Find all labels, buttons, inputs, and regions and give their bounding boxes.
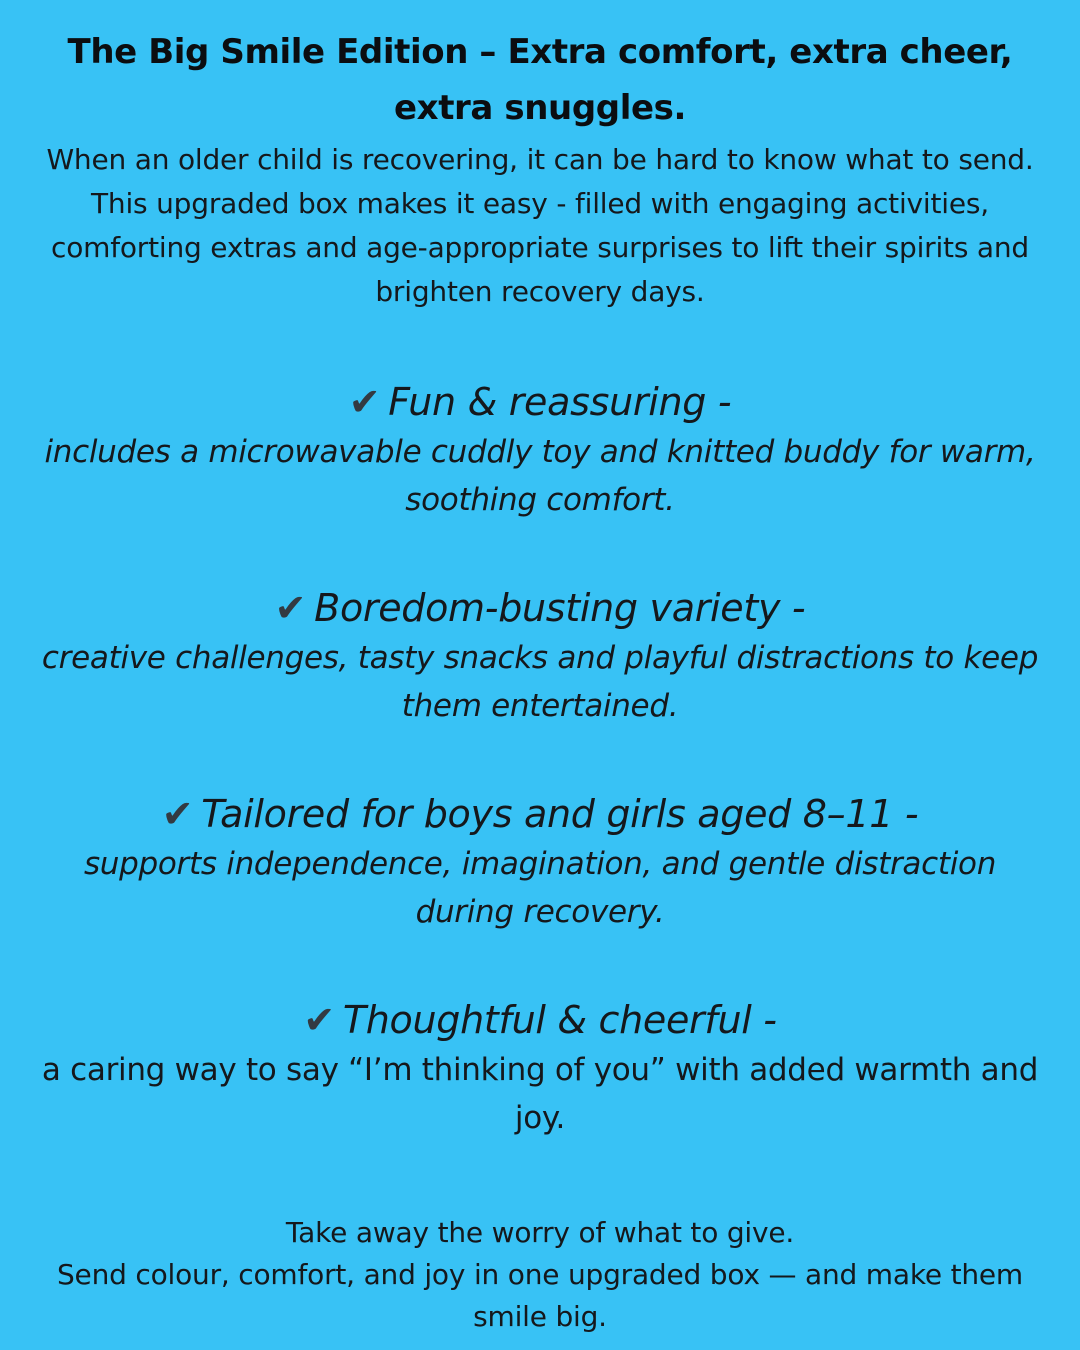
feature-description: supports independence, imagination, and gentle distraction during recovery. [83,846,997,930]
feature-thoughtful-cheerful [40,994,1040,1142]
feature-heading [40,376,1040,428]
feature-heading-text: Boredom-busting variety - [314,586,806,630]
closing-line-2: Send colour, comfort, and joy in one upgraded box — and make them smile big. [56,1258,1024,1333]
check-icon: ✔ [303,998,335,1042]
intro-paragraph: When an older child is recovering, it can be hard to know what to send. This upgraded box makes it easy - filled with engaging activities, comforting extras and age-appropriate surprises to lift their spirits and brighten recovery days. [46,143,1034,308]
feature-heading [40,788,1040,840]
check-icon: ✔ [274,586,307,630]
feature-tailored [40,788,1040,936]
feature-heading [40,994,1040,1046]
page-title: The Big Smile Edition – Extra comfort, extra cheer, extra snuggles. [67,32,1013,128]
feature-description: creative challenges, tasty snacks and playful distractions to keep them entertained. [41,640,1039,724]
feature-heading [40,582,1040,634]
feature-fun-reassuring [40,376,1040,524]
closing-line-1: Take away the worry of what to give. [285,1216,795,1249]
feature-description: a caring way to say “I’m thinking of you” with added warmth and joy. [41,1052,1039,1136]
check-icon: ✔ [161,792,194,836]
feature-description: includes a microwavable cuddly toy and knitted buddy for warm, soothing comfort. [44,434,1036,518]
feature-heading-text: Tailored for boys and girls aged 8–11 - [201,792,919,836]
feature-boredom-busting [40,582,1040,730]
feature-heading-text: Thoughtful & cheerful - [342,998,777,1042]
closing-message [40,1212,1040,1338]
feature-heading-text: Fun & reassuring - [388,380,732,424]
check-icon: ✔ [348,380,381,424]
